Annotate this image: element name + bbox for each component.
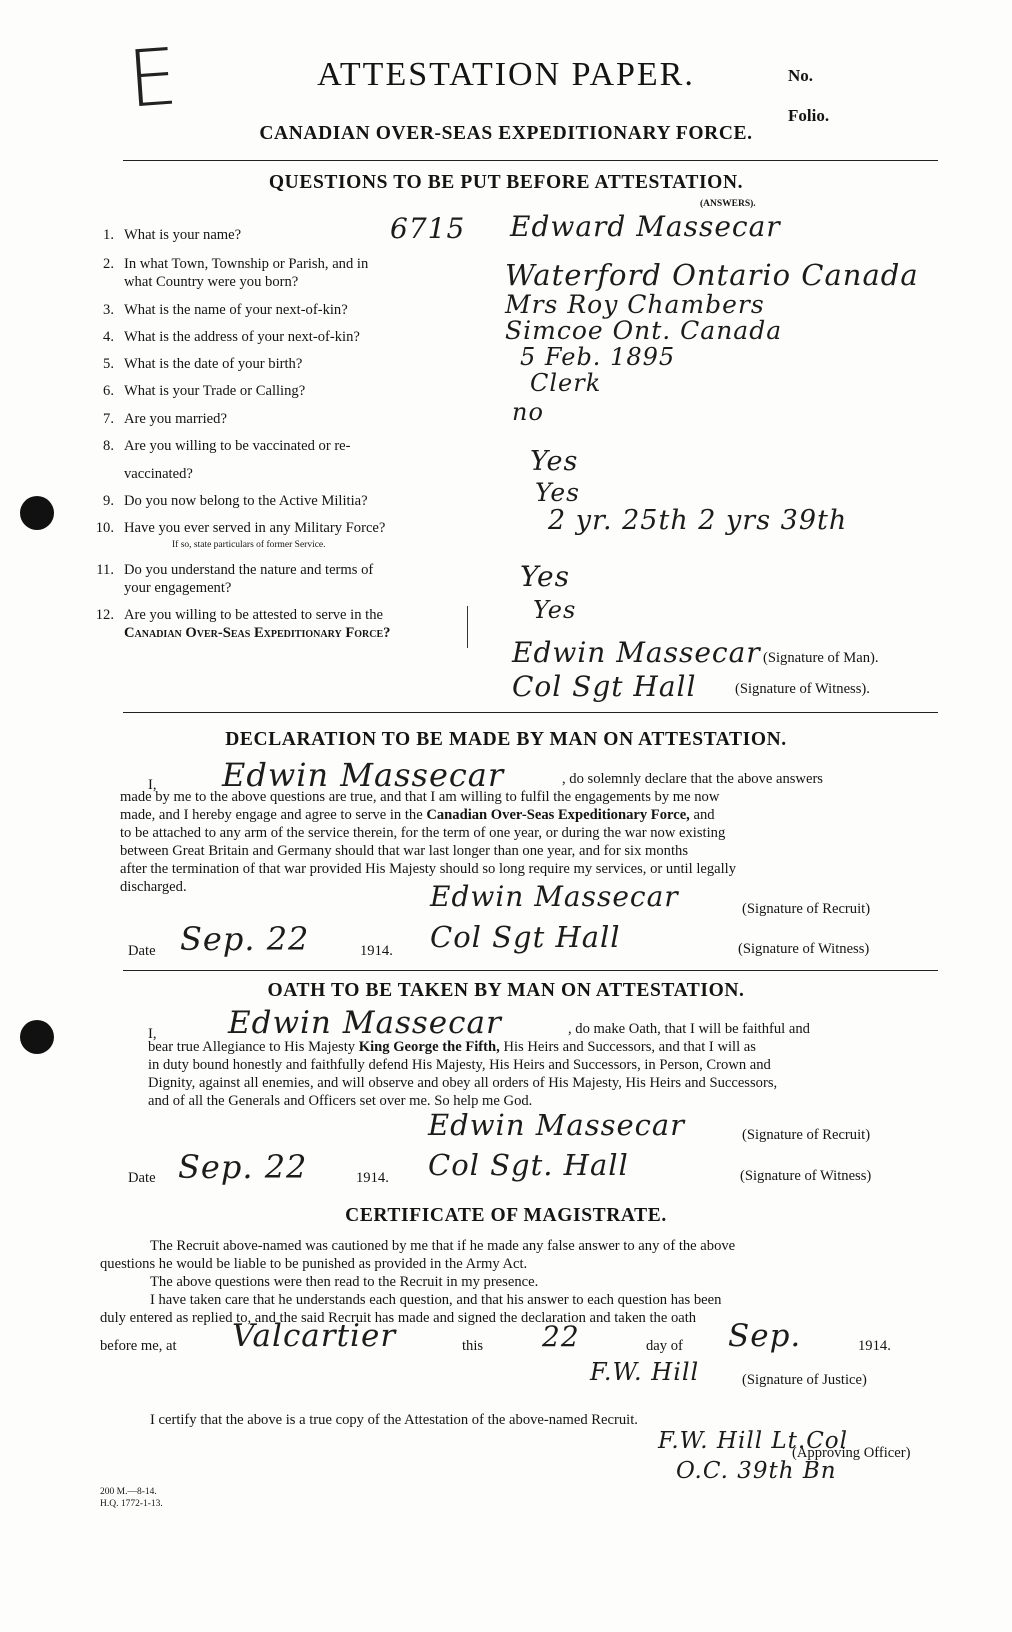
magistrate-day: 22	[542, 1320, 580, 1353]
oath-line2	[148, 1039, 756, 1056]
q10-answer: 2 yr. 25th 2 yrs 39th	[548, 505, 848, 536]
declaration-line7: discharged.	[120, 879, 187, 895]
q1-number: 1.	[103, 227, 114, 243]
q3-text: What is the name of your next-of-kin?	[124, 302, 348, 318]
declaration-year: 1914.	[360, 943, 393, 959]
declaration-name: Edwin Massecar	[222, 756, 505, 794]
declaration-line6: after the termination of that war provided His Majesty should so long require my services, or until legally	[120, 861, 737, 877]
oath-line3: in duty bound honestly and faithfully defend His Majesty, His Heirs and Successors, in Person, Crown and	[148, 1057, 771, 1073]
declaration-i-label: I,	[148, 777, 157, 793]
magistrate-heading: CERTIFICATE OF MAGISTRATE.	[345, 1205, 667, 1226]
q3-number: 3.	[103, 302, 114, 318]
oath-line1: , do make Oath, that I will be faithful and	[568, 1021, 810, 1037]
q11-answer: Yes	[520, 560, 570, 593]
declaration-line2: made by me to the above questions are true, and that I am willing to fulfil the engagements by me now	[120, 789, 720, 805]
footer-print-run: 200 M.—8-14.	[100, 1487, 157, 1497]
q11-text-line2: your engagement?	[124, 580, 232, 596]
oath-name: Edwin Massecar	[228, 1005, 502, 1041]
q10-text: Have you ever served in any Military Force?	[124, 520, 386, 536]
oath-heading: OATH TO BE TAKEN BY MAN ON ATTESTATION.	[267, 980, 745, 1001]
declaration-heading: DECLARATION TO BE MADE BY MAN ON ATTESTATION.	[225, 729, 787, 750]
oath-witness-signature-label: (Signature of Witness)	[740, 1168, 872, 1184]
oath-date-label: Date	[128, 1170, 156, 1186]
declaration-recruit-signature-label: (Signature of Recruit)	[742, 901, 871, 917]
form-title: ATTESTATION PAPER.	[317, 56, 695, 93]
magistrate-month: Sep.	[728, 1318, 802, 1354]
declaration-line5: between Great Britain and Germany should that war last longer than one year, and for six months	[120, 843, 689, 859]
q3-answer: Mrs Roy Chambers	[505, 290, 765, 319]
magistrate-before-me-label: before me, at	[100, 1338, 177, 1354]
oath-date: Sep. 22	[178, 1148, 308, 1186]
q5-text: What is the date of your birth?	[124, 356, 303, 372]
q2-number: 2.	[103, 256, 114, 272]
witness-signature-q: Col Sgt Hall	[512, 670, 697, 703]
q2-text-line2: what Country were you born?	[124, 274, 299, 290]
magistrate-year: 1914.	[858, 1338, 891, 1354]
oath-year: 1914.	[356, 1170, 389, 1186]
approving-officer-signature: F.W. Hill Lt.Col	[658, 1428, 848, 1454]
declaration-line3c: and	[689, 807, 715, 823]
q4-text: What is the address of your next-of-kin?	[124, 329, 360, 345]
witness-signature-label-q: (Signature of Witness).	[735, 681, 870, 697]
q4-number: 4.	[103, 329, 114, 345]
magistrate-place: Valcartier	[232, 1318, 397, 1354]
magistrate-day-of-label: day of	[646, 1338, 683, 1354]
magistrate-line5: duly entered as replied to, and the said Recruit has made and signed the declaration and taken the oath	[100, 1310, 697, 1326]
declaration-rule	[123, 970, 938, 971]
q9-text: Do you now belong to the Active Militia?	[124, 493, 368, 509]
q10-note: If so, state particulars of former Service.	[172, 540, 326, 550]
oath-line4: Dignity, against all enemies, and will observe and obey all orders of His Majesty, His Heirs and Successors,	[148, 1075, 778, 1091]
approving-officer-title: O.C. 39th Bn	[676, 1458, 837, 1484]
q12-answer: Yes	[533, 596, 577, 624]
declaration-line4: to be attached to any arm of the service therein, for the term of one year, or during the war now existing	[120, 825, 726, 841]
q7-text: Are you married?	[124, 411, 227, 427]
q6-number: 6.	[103, 383, 114, 399]
q7-answer: no	[512, 398, 544, 426]
declaration-date-label: Date	[128, 943, 156, 959]
magistrate-line1: The Recruit above-named was cautioned by me that if he made any false answer to any of the above	[150, 1238, 736, 1254]
oath-recruit-signature: Edwin Massecar	[428, 1108, 686, 1142]
questions-rule	[123, 712, 938, 713]
declaration-line1: , do solemnly declare that the above answers	[562, 771, 823, 787]
q11-number: 11.	[96, 562, 114, 578]
q6-text: What is your Trade or Calling?	[124, 383, 306, 399]
oath-recruit-signature-label: (Signature of Recruit)	[742, 1127, 871, 1143]
oath-line2a: bear true Allegiance to His Majesty	[148, 1039, 359, 1055]
declaration-recruit-signature: Edwin Massecar	[430, 880, 679, 913]
oath-i-label: I,	[148, 1026, 157, 1042]
justice-signature: F.W. Hill	[590, 1358, 700, 1386]
form-subtitle: CANADIAN OVER-SEAS EXPEDITIONARY FORCE.	[259, 123, 753, 144]
oath-line2c: His Heirs and Successors, and that I will as	[499, 1039, 756, 1055]
declaration-line3a: made, and I hereby engage and agree to serve in the	[120, 807, 427, 823]
magistrate-this-label: this	[462, 1338, 484, 1354]
q12-bracket	[467, 606, 468, 648]
q8-answer: Yes	[530, 446, 579, 477]
questions-heading: QUESTIONS TO BE PUT BEFORE ATTESTATION.	[268, 172, 744, 193]
q4-answer: Simcoe Ont. Canada	[505, 316, 783, 345]
q5-number: 5.	[103, 356, 114, 372]
declaration-witness-signature: Col Sgt Hall	[430, 920, 621, 954]
justice-signature-label: (Signature of Justice)	[742, 1372, 867, 1388]
q11-text-line1: Do you understand the nature and terms of	[124, 562, 374, 578]
header-rule	[123, 160, 938, 161]
answers-label: (ANSWERS).	[700, 199, 756, 209]
oath-king-name: King George the Fifth,	[358, 1039, 500, 1055]
q6-answer: Clerk	[530, 369, 602, 397]
approving-officer-label: (Approving Officer)	[792, 1445, 911, 1461]
declaration-line3	[120, 807, 715, 824]
man-signature-label: (Signature of Man).	[763, 650, 879, 666]
declaration-date: Sep. 22	[180, 920, 310, 958]
q5-answer: 5 Feb. 1895	[520, 343, 676, 371]
binder-hole-bottom	[20, 1020, 54, 1054]
oath-witness-signature: Col Sgt. Hall	[428, 1148, 629, 1182]
q1-answer: Edward Massecar	[510, 210, 781, 243]
magistrate-line2: questions he would be liable to be punished as provided in the Army Act.	[100, 1256, 528, 1272]
q8-text-line1: Are you willing to be vaccinated or re-	[124, 438, 351, 454]
binder-hole-top	[20, 496, 54, 530]
q8-number: 8.	[103, 438, 114, 454]
q12-text-line2: Canadian Over-Seas Expeditionary Force?	[124, 625, 391, 641]
declaration-witness-signature-label: (Signature of Witness)	[738, 941, 870, 957]
q9-answer: Yes	[535, 478, 580, 507]
q7-number: 7.	[103, 411, 114, 427]
folio-label: Folio.	[788, 106, 830, 125]
man-signature: Edwin Massecar	[512, 636, 761, 669]
q2-answer: Waterford Ontario Canada	[505, 258, 919, 292]
corner-letter-mark: E	[124, 32, 181, 126]
q8-text-line2: vaccinated?	[124, 466, 193, 482]
q10-number: 10.	[95, 520, 114, 536]
q9-number: 9.	[103, 493, 114, 509]
q12-text-line1: Are you willing to be attested to serve in the	[124, 607, 383, 623]
number-label: No.	[788, 66, 814, 85]
q2-text-line1: In what Town, Township or Parish, and in	[124, 256, 369, 272]
magistrate-line3: The above questions were then read to the Recruit in my presence.	[150, 1274, 539, 1290]
footer-form-number: H.Q. 1772-1-13.	[100, 1499, 163, 1509]
declaration-force-name: Canadian Over-Seas Expeditionary Force,	[426, 807, 690, 823]
certify-statement: I certify that the above is a true copy of the Attestation of the above-named Recruit.	[150, 1412, 638, 1428]
q1-text: What is your name?	[124, 227, 242, 243]
magistrate-line4: I have taken care that he understands each question, and that his answer to each question has been	[150, 1292, 722, 1308]
oath-line5: and of all the Generals and Officers set over me. So help me God.	[148, 1093, 533, 1109]
q12-number: 12.	[95, 607, 114, 623]
q1-regimental-number: 6715	[390, 212, 466, 245]
